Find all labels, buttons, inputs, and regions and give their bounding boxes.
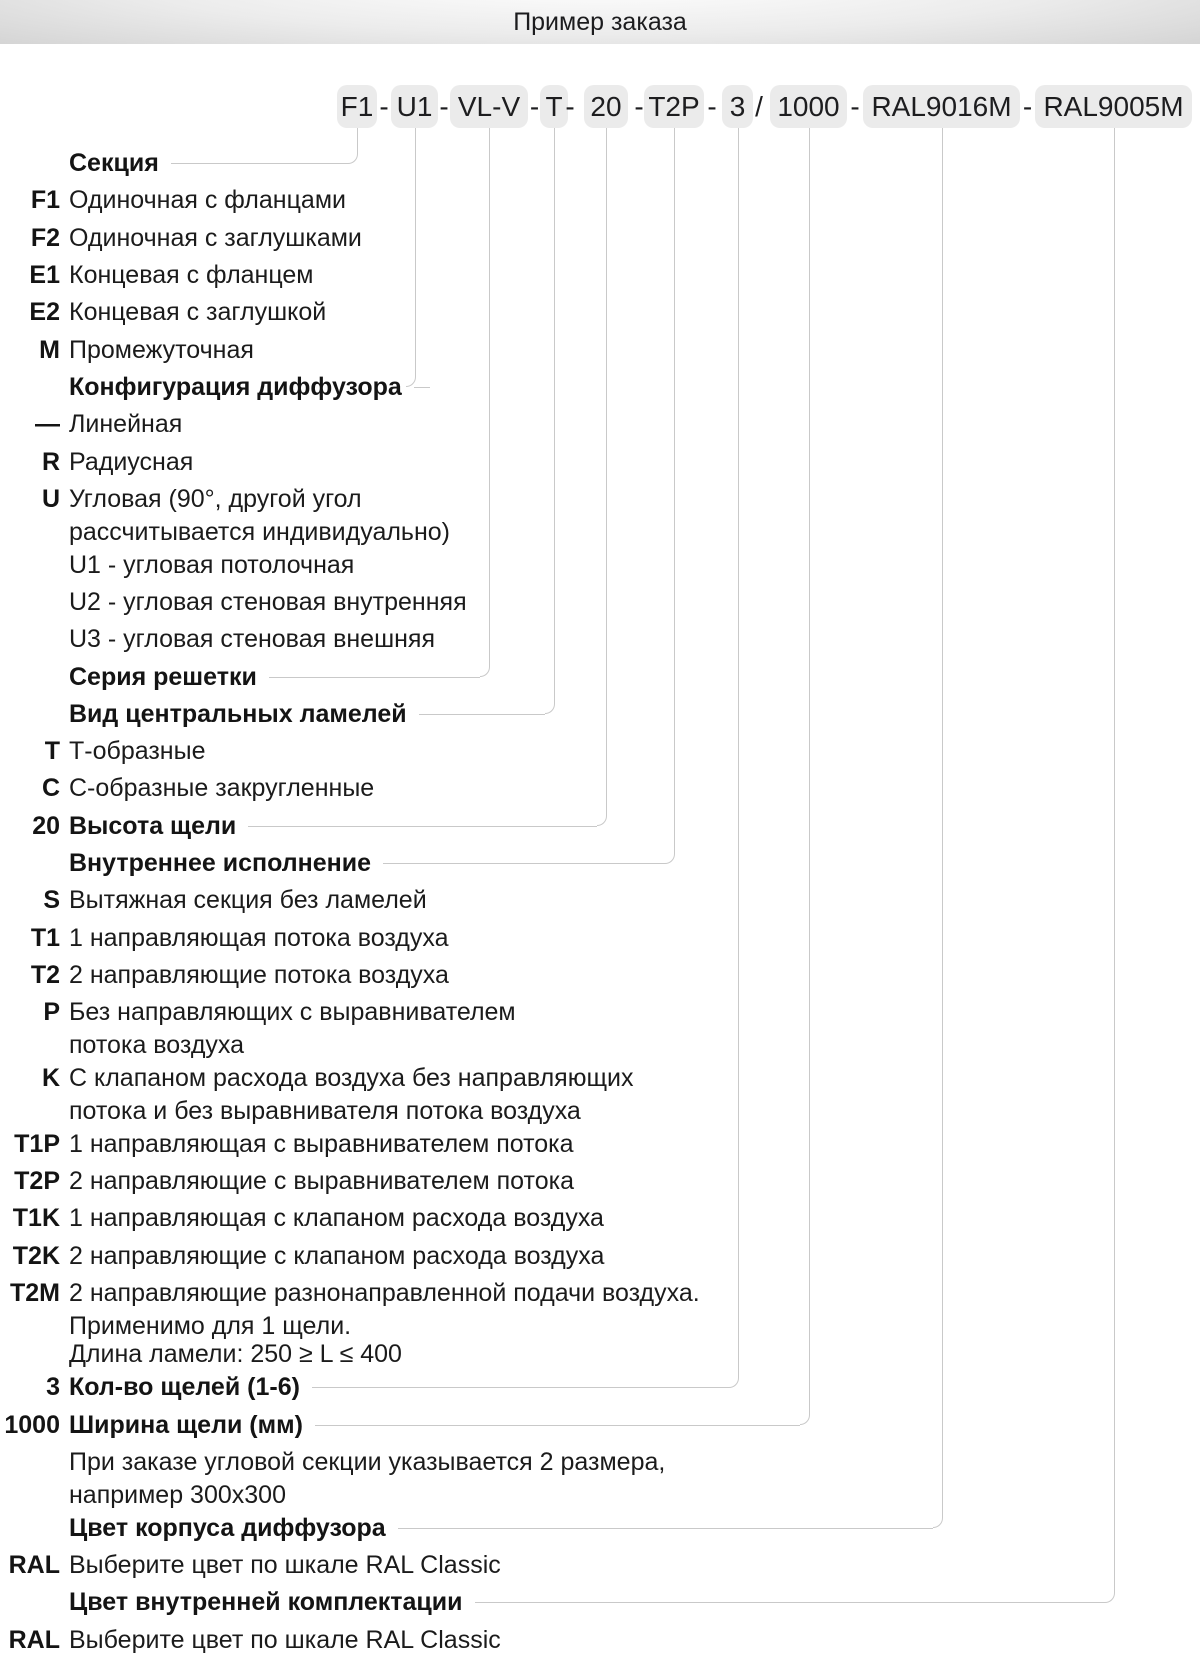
connector-horizontal-line [475,1602,1105,1603]
legend-text: Цвет внутренней комплектации [69,1588,463,1617]
connector-horizontal-line [171,163,348,164]
connector-horizontal-line [315,1425,800,1426]
legend-code: T [44,737,60,766]
legend-row-item [0,957,1200,994]
legend-text: Кол-во щелей (1-6) [69,1373,300,1402]
code-segment-box: 20 [584,85,628,128]
code-separator: - [379,90,389,122]
legend-code: 1000 [4,1410,60,1439]
legend-text: например 300x300 [69,1480,286,1509]
code-separator: - [1022,90,1033,122]
legend-text: Выберите цвет по шкале RAL Classic [69,1550,501,1579]
legend-code: S [43,886,60,915]
legend-text: Вид центральных ламелей [69,699,407,728]
legend-text: Промежуточная [69,335,254,364]
legend-text: Конфигурация диффузора [69,372,402,401]
legend-code: RAL [8,1625,60,1654]
legend-text: Угловая (90°, другой угол [69,484,362,513]
code-segment-box: RAL9016M [863,85,1020,128]
connector-vertical-line [933,128,943,1528]
legend-text: Вытяжная секция без ламелей [69,886,427,915]
legend-text: 1 направляющая потока воздуха [69,923,449,952]
legend-code: T2P [14,1167,60,1196]
legend-text: Без направляющих с выравнивателем [69,998,516,1027]
legend-row-header [0,1369,1200,1406]
legend-row-header [0,1584,1200,1621]
legend-text: 2 направляющие потока воздуха [69,960,449,989]
legend-row-item [0,882,1200,919]
legend-code: T2K [12,1241,60,1270]
legend-code: E1 [29,261,60,290]
legend-code: — [35,410,60,439]
legend-row-item [0,994,1200,1031]
legend-text: U3 - угловая стеновая внешняя [69,625,436,654]
legend-code: T1K [12,1204,60,1233]
legend-text: Выберите цвет по шкале RAL Classic [69,1625,501,1654]
legend-text: Концевая с фланцем [69,261,314,290]
legend-text: 1 направляющая с клапаном расхода воздуха [69,1204,604,1233]
legend-row-item [0,1126,1200,1163]
connector-horizontal-line [414,387,430,388]
legend-row-cont [0,1097,1200,1126]
code-separator: - [707,90,717,122]
legend-row-item [0,1060,1200,1097]
connector-vertical-line [545,128,555,714]
legend-code: F1 [30,186,60,215]
legend-row-item [0,1200,1200,1237]
legend-text: Линейная [69,410,183,439]
connector-vertical-line [597,128,607,826]
code-segment-box: F1 [337,85,377,128]
legend-code: C [41,774,60,803]
legend-code: T2 [30,960,60,989]
connector-horizontal-line [398,1528,933,1529]
legend-row-header [0,845,1200,882]
order-code-row [0,0,1200,130]
legend-code: U [41,484,60,513]
legend-text: При заказе угловой секции указывается 2 размера, [69,1447,666,1476]
legend-row-item [0,1163,1200,1200]
legend-code: T1P [14,1129,60,1158]
code-segment-box: T2P [644,85,704,128]
connector-vertical-line [729,128,739,1388]
connector-vertical-line [480,128,490,677]
connector-horizontal-line [269,677,480,678]
legend-text: 1 направляющая с выравнивателем потока [69,1129,574,1158]
legend-text: потока воздуха [69,1031,245,1060]
code-segment-box: VL-V [450,85,528,128]
connector-horizontal-line [248,826,597,827]
legend-row-cont [0,1312,1200,1341]
legend-text: Применимо для 1 щели. [69,1311,352,1340]
code-segment-box: 3 [722,85,753,128]
connector-vertical-line [665,128,675,864]
legend-code: 20 [32,811,60,840]
legend-code: T1 [30,923,60,952]
page-title: Пример заказа [513,7,687,36]
legend-text: Секция [69,149,159,178]
connector-horizontal-line [419,714,545,715]
connector-vertical-line [1105,128,1115,1603]
legend-text: Радиусная [69,447,194,476]
code-segment-box: RAL9005M [1035,85,1192,128]
legend-row-note [0,1444,1200,1481]
legend-code: M [39,335,60,364]
legend-code: P [43,998,60,1027]
legend-text: Ширина щели (мм) [69,1410,303,1439]
legend-row-header [0,1406,1200,1443]
connector-horizontal-line [383,863,665,864]
legend-text: 2 направляющие с выравнивателем потока [69,1167,575,1196]
legend-row-cont [0,1341,1200,1370]
legend-row-item [0,1621,1200,1658]
legend-text: Т-образные [69,737,206,766]
legend-row-item [0,1275,1200,1312]
legend-text: U1 - угловая потолочная [69,550,355,579]
legend-row-header [0,1510,1200,1547]
legend-text: U2 - угловая стеновая внутренняя [69,587,467,616]
code-segment-box: U1 [391,85,438,128]
connector-vertical-line [800,128,810,1425]
legend-text: Длина ламели: 250 ≥ L ≤ 400 [69,1340,402,1369]
code-separator: / [755,90,763,122]
legend-text: рассчитывается индивидуально) [69,517,450,546]
legend-code: R [41,447,60,476]
connector-vertical-line [406,128,416,387]
legend-row-cont [0,1031,1200,1060]
legend-text: Серия решетки [69,662,257,691]
code-segment-box: 1000 [770,85,847,128]
legend-code: K [41,1063,60,1092]
legend-text: Внутреннее исполнение [69,848,372,877]
code-separator: - [439,90,449,122]
legend-text: Одиночная с заглушками [69,223,362,252]
legend-row-cont [0,1481,1200,1510]
legend-text: 2 направляющие разнонаправленной подачи воздуха. [69,1278,700,1307]
code-separator: - [634,90,644,122]
connector-horizontal-line [312,1387,729,1388]
legend-text: Концевая с заглушкой [69,298,327,327]
legend-text: потока и без выравнивателя потока воздуха [69,1096,581,1125]
legend-text: Цвет корпуса диффузора [69,1513,386,1542]
code-separator: - [850,90,860,122]
legend-text: С-образные закругленные [69,774,375,803]
code-separator: - [529,90,540,122]
legend-code: RAL [8,1550,60,1579]
legend-code: E2 [29,298,60,327]
legend-row-item [0,1547,1200,1584]
code-segment-box: T [540,85,568,128]
legend-text: 2 направляющие с клапаном расхода воздуха [69,1241,605,1270]
legend-text: С клапаном расхода воздуха без направляющих [69,1063,634,1092]
legend-code: T2M [10,1278,60,1307]
legend-code: 3 [46,1373,60,1402]
code-separator: - [565,90,575,122]
legend-text: Одиночная с фланцами [69,186,346,215]
legend-text: Высота щели [69,811,237,840]
legend-code: F2 [30,223,60,252]
connector-vertical-line [348,128,358,164]
legend-row-item [0,1238,1200,1275]
legend-row-item [0,919,1200,956]
